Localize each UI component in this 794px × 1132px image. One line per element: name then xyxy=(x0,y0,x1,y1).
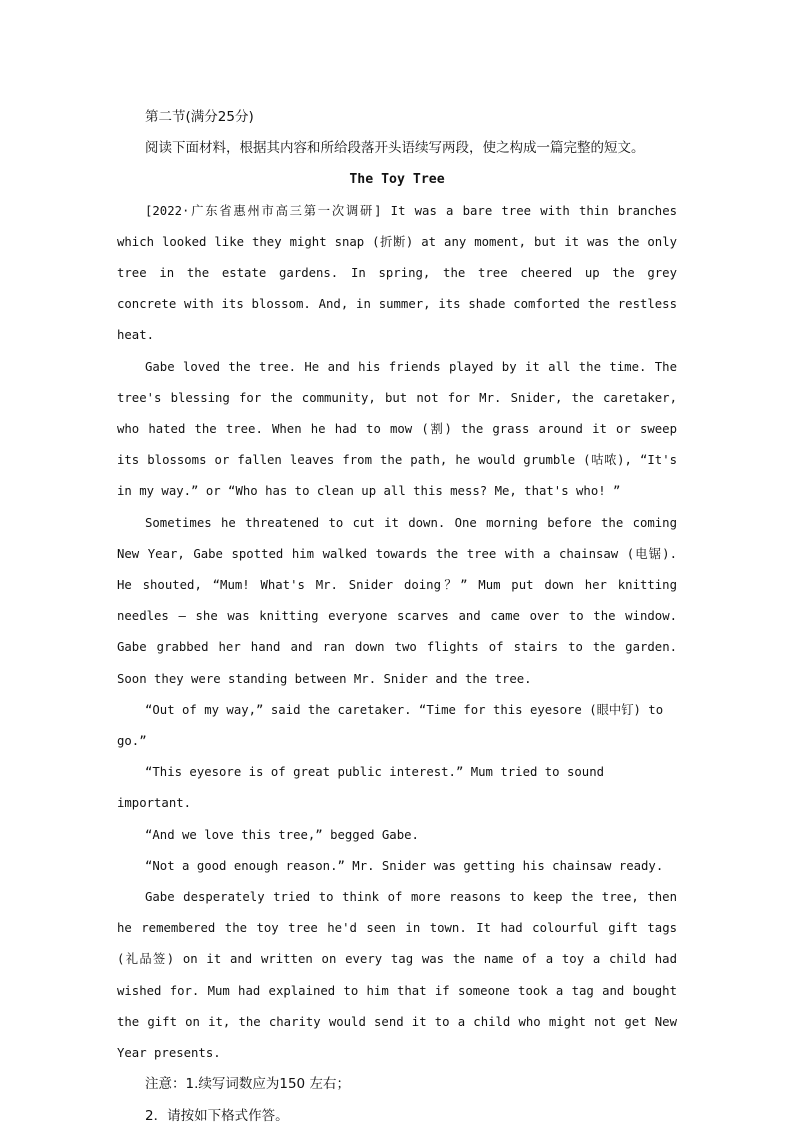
story-title: The Toy Tree xyxy=(349,172,445,188)
paragraph-3: Sometimes he threatened to cut it down. One morning before the coming New Year, Gabe spotted him walked towards the tree with a chainsaw (电锯). He shouted, “Mum! What's Mr. Snider doing？” Mum put down her knitting needles — she was knitting everyone scarves and came over to the window. Gabe grabbed her hand and ran down two flights of stairs to the garden. Soon they were standing between Mr. Snider and the tree. xyxy=(117,515,677,686)
paragraph-8: Gabe desperately tried to think of more reasons to keep the tree, then he remembered the toy tree he'd seen in town. It had colourful gift tags (礼品签) on it and written on every tag was the name of a toy a child had wished for. Mum had explained to him that if someone took a tag and bought the gift on it, the charity would send it to a child who might not get New Year presents. xyxy=(117,890,677,1061)
paragraph-7: “Not a good enough reason.” Mr. Snider was getting his chainsaw ready. xyxy=(145,858,664,873)
note-2: 2．请按如下格式作答。 xyxy=(145,1107,289,1124)
paragraph-6: “And we love this tree,” begged Gabe. xyxy=(145,827,419,842)
paragraph-4: “Out of my way,” said the caretaker. “Time for this eyesore (眼中钉) to go.” xyxy=(117,702,664,749)
paragraph-5: “This eyesore is of great public interest.” Mum tried to sound important. xyxy=(117,765,605,811)
note-1: 注意：1.续写词数应为150 左右； xyxy=(145,1076,350,1093)
paragraph-2: Gabe loved the tree. He and his friends played by it all the time. The tree's blessing for the community, but not for Mr. Snider, the caretaker, who hated the tree. When he had to mow (割) the grass around it or sweep its blossoms or fallen leaves from the path, he would grumble (咕哝), “It's in my way.” or “Who has to clean up all this mess? Me, that's who! ” xyxy=(117,359,677,499)
paragraph-1: [2022·广东省惠州市高三第一次调研] It was a bare tree with thin branches which looked like they might snap (折断) at any moment, but it was the only tree in the estate gardens. In spring, the tree cheered up the grey concrete with its blossom. And, in summer, its shade comforted the restless heat. xyxy=(117,203,677,343)
document-page xyxy=(117,102,677,1132)
instruction-text: 阅读下面材料，根据其内容和所给段落开头语续写两段，使之构成一篇完整的短文。 xyxy=(145,140,645,157)
section-heading: 第二节(满分25分) xyxy=(145,109,254,125)
